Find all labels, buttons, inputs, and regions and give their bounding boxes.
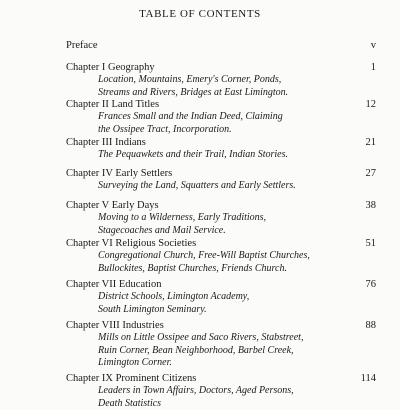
subtopic-line: the Ossipee Tract, Incorporation.	[98, 124, 376, 137]
page-number: 27	[366, 168, 377, 180]
chapter-subtopics	[98, 149, 376, 162]
chapter-label: Chapter VIII Industries	[66, 320, 376, 332]
subtopic-line: Leaders in Town Affairs, Doctors, Aged Persons,	[98, 385, 376, 398]
chapter-label: Chapter I Geography	[66, 62, 376, 74]
chapter-subtopics	[98, 74, 376, 99]
page-title: TABLE OF CONTENTS	[0, 8, 400, 20]
toc-entry-chapter-4	[66, 168, 376, 193]
page-number: 21	[366, 137, 377, 149]
toc-entry-chapter-2	[66, 99, 376, 136]
subtopic-line: Death Statistics	[98, 398, 376, 410]
page-number: 114	[361, 373, 376, 385]
chapter-label: Chapter IV Early Settlers	[66, 168, 376, 180]
subtopic-line: Mills on Little Ossipee and Saco Rivers, Stabstreet,	[98, 332, 376, 345]
chapter-subtopics	[98, 250, 376, 275]
subtopic-line: Frances Small and the Indian Deed, Claiming	[98, 111, 376, 124]
subtopic-line: Congregational Church, Free-Will Baptist Churches,	[98, 250, 376, 263]
chapter-subtopics	[98, 332, 376, 370]
subtopic-line: District Schools, Limington Academy,	[98, 291, 376, 304]
page-number: 12	[366, 99, 377, 111]
chapter-label: Preface	[66, 40, 376, 52]
subtopic-line: The Pequawkets and their Trail, Indian Stories.	[98, 149, 376, 162]
subtopic-line: Moving to a Wilderness, Early Traditions,	[98, 212, 376, 225]
toc-entry-chapter-5	[66, 200, 376, 237]
chapter-label: Chapter VI Religious Societies	[66, 238, 376, 250]
chapter-label: Chapter IX Prominent Citizens	[66, 373, 376, 385]
subtopic-line: Ruin Corner, Bean Neighborhood, Barbel Creek,	[98, 345, 376, 358]
toc-entry-chapter-6	[66, 238, 376, 275]
chapter-subtopics	[98, 385, 376, 410]
page-number: 38	[366, 200, 377, 212]
toc-entry-chapter-8	[66, 320, 376, 370]
chapter-subtopics	[98, 180, 376, 193]
subtopic-line: Location, Mountains, Emery's Corner, Ponds,	[98, 74, 376, 87]
toc-entry-preface	[66, 40, 376, 52]
subtopic-line: South Limington Seminary.	[98, 304, 376, 317]
page-number: v	[371, 40, 376, 52]
page-number: 76	[366, 279, 377, 291]
chapter-subtopics	[98, 111, 376, 136]
page-number: 88	[366, 320, 377, 332]
subtopic-line: Stagecoaches and Mail Service.	[98, 225, 376, 238]
chapter-label: Chapter II Land Titles	[66, 99, 376, 111]
toc-entry-chapter-3	[66, 137, 376, 162]
subtopic-line: Streams and Rivers, Bridges at East Limington.	[98, 87, 376, 100]
subtopic-line: Limington Corner.	[98, 357, 376, 370]
chapter-subtopics	[98, 291, 376, 316]
toc-entry-chapter-9	[66, 373, 376, 410]
chapter-label: Chapter VII Education	[66, 279, 376, 291]
chapter-label: Chapter V Early Days	[66, 200, 376, 212]
toc-entry-chapter-1	[66, 62, 376, 99]
subtopic-line: Bullockites, Baptist Churches, Friends Church.	[98, 263, 376, 276]
chapter-label: Chapter III Indians	[66, 137, 376, 149]
page-number: 51	[366, 238, 377, 250]
toc-entry-chapter-7	[66, 279, 376, 316]
subtopic-line: Surveying the Land, Squatters and Early Settlers.	[98, 180, 376, 193]
chapter-subtopics	[98, 212, 376, 237]
page-number: 1	[371, 62, 376, 74]
